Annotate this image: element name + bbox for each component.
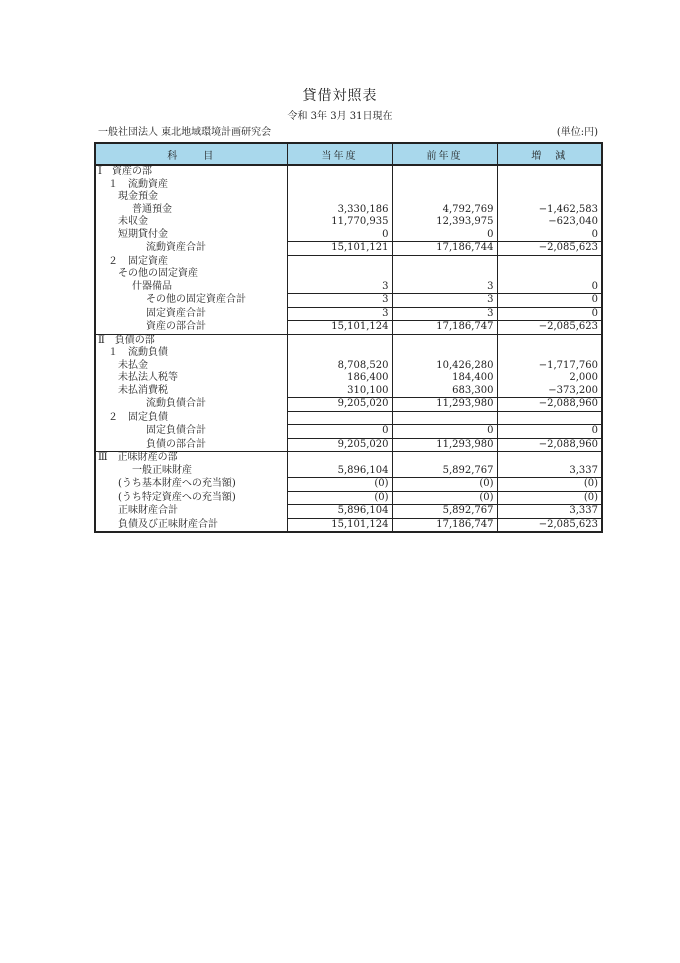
change-value: 2,000: [497, 372, 602, 385]
row-label: (うち基本財産への充当額): [95, 478, 287, 492]
table-row: [95, 216, 602, 229]
header-previous-year: 前年度: [392, 143, 497, 165]
row-label: 未収金: [95, 216, 287, 229]
change-value: 0: [497, 281, 602, 294]
previous-year-value: 17,186,744: [392, 242, 497, 256]
change-value: −2,088,960: [497, 398, 602, 412]
current-year-value: 5,896,104: [287, 505, 392, 519]
table-row: [95, 372, 602, 385]
current-year-value: [287, 179, 392, 192]
current-year-value: 186,400: [287, 372, 392, 385]
previous-year-value: 3: [392, 307, 497, 321]
change-value: −623,040: [497, 216, 602, 229]
row-label: 正味財産合計: [95, 505, 287, 519]
current-year-value: 9,205,020: [287, 438, 392, 452]
current-year-value: [287, 191, 392, 204]
document-title: 貸借対照表: [302, 88, 378, 104]
current-year-value: 310,100: [287, 385, 392, 398]
previous-year-value: 184,400: [392, 372, 497, 385]
previous-year-value: [392, 255, 497, 268]
row-label: 普通預金: [95, 204, 287, 217]
table-row: [95, 491, 602, 505]
row-label: 未払法人税等: [95, 372, 287, 385]
change-value: −2,088,960: [497, 438, 602, 452]
row-label: 什器備品: [95, 281, 287, 294]
row-label: 流動負債合計: [95, 398, 287, 412]
change-value: −2,085,623: [497, 518, 602, 532]
row-label: 短期貸付金: [95, 229, 287, 242]
table-row: [95, 438, 602, 452]
table-row: [95, 425, 602, 439]
change-value: 0: [497, 307, 602, 321]
current-year-value: 11,770,935: [287, 216, 392, 229]
change-value: [497, 452, 602, 465]
table-row: [95, 165, 602, 179]
row-label: １ 流動負債: [95, 347, 287, 360]
previous-year-value: 17,186,747: [392, 321, 497, 335]
change-value: 3,337: [497, 505, 602, 519]
change-value: [497, 347, 602, 360]
header-change: 増 減: [497, 143, 602, 165]
previous-year-value: 12,393,975: [392, 216, 497, 229]
table-row: [95, 229, 602, 242]
previous-year-value: 0: [392, 229, 497, 242]
previous-year-value: 4,792,769: [392, 204, 497, 217]
previous-year-value: [392, 179, 497, 192]
row-label: その他の固定資産: [95, 268, 287, 281]
table-row: [95, 398, 602, 412]
previous-year-value: 3: [392, 281, 497, 294]
change-value: [497, 165, 602, 179]
balance-sheet-table: [94, 142, 603, 533]
current-year-value: 15,101,124: [287, 518, 392, 532]
current-year-value: [287, 334, 392, 347]
previous-year-value: 5,892,767: [392, 505, 497, 519]
previous-year-value: 683,300: [392, 385, 497, 398]
table-row: [95, 242, 602, 256]
current-year-value: (0): [287, 491, 392, 505]
previous-year-value: 5,892,767: [392, 465, 497, 478]
change-value: [497, 255, 602, 268]
change-value: 0: [497, 425, 602, 439]
header-current-year: 当年度: [287, 143, 392, 165]
table-row: [95, 268, 602, 281]
current-year-value: 0: [287, 425, 392, 439]
table-row: [95, 321, 602, 335]
table-row: [95, 385, 602, 398]
table-row: [95, 191, 602, 204]
table-row: [95, 334, 602, 347]
current-year-value: [287, 255, 392, 268]
previous-year-value: 11,293,980: [392, 398, 497, 412]
change-value: −2,085,623: [497, 321, 602, 335]
previous-year-value: 10,426,280: [392, 360, 497, 373]
change-value: [497, 179, 602, 192]
change-value: −1,717,760: [497, 360, 602, 373]
current-year-value: 0: [287, 229, 392, 242]
previous-year-value: [392, 268, 497, 281]
row-label: 未払金: [95, 360, 287, 373]
table-body: [95, 165, 602, 532]
previous-year-value: 0: [392, 425, 497, 439]
previous-year-value: (0): [392, 491, 497, 505]
change-value: [497, 411, 602, 425]
current-year-value: 3: [287, 294, 392, 308]
previous-year-value: [392, 191, 497, 204]
header-account: 科 目: [95, 143, 287, 165]
current-year-value: 9,205,020: [287, 398, 392, 412]
table-row: [95, 360, 602, 373]
previous-year-value: [392, 452, 497, 465]
table-row: [95, 179, 602, 192]
previous-year-value: [392, 411, 497, 425]
change-value: −2,085,623: [497, 242, 602, 256]
row-label: ２ 固定負債: [95, 411, 287, 425]
change-value: (0): [497, 491, 602, 505]
change-value: [497, 268, 602, 281]
change-value: [497, 191, 602, 204]
table-row: [95, 281, 602, 294]
current-year-value: [287, 347, 392, 360]
current-year-value: 3: [287, 307, 392, 321]
row-label: Ⅱ 負債の部: [95, 334, 287, 347]
row-label: 流動資産合計: [95, 242, 287, 256]
table-row: [95, 478, 602, 492]
change-value: 3,337: [497, 465, 602, 478]
table-row: [95, 204, 602, 217]
row-label: 資産の部合計: [95, 321, 287, 335]
row-label: 現金預金: [95, 191, 287, 204]
change-value: 0: [497, 294, 602, 308]
change-value: (0): [497, 478, 602, 492]
row-label: 固定負債合計: [95, 425, 287, 439]
table-row: [95, 518, 602, 532]
table-row: [95, 347, 602, 360]
current-year-value: 8,708,520: [287, 360, 392, 373]
current-year-value: 3: [287, 281, 392, 294]
table-row: [95, 411, 602, 425]
table-row: [95, 505, 602, 519]
current-year-value: [287, 452, 392, 465]
previous-year-value: (0): [392, 478, 497, 492]
table-header-row: [95, 143, 602, 165]
table-row: [95, 465, 602, 478]
current-year-value: 3,330,186: [287, 204, 392, 217]
row-label: ２ 固定資産: [95, 255, 287, 268]
change-value: 0: [497, 229, 602, 242]
current-year-value: 5,896,104: [287, 465, 392, 478]
currency-unit: (単位:円): [556, 127, 598, 138]
change-value: −1,462,583: [497, 204, 602, 217]
row-label: 負債の部合計: [95, 438, 287, 452]
row-label: その他の固定資産合計: [95, 294, 287, 308]
row-label: Ⅰ 資産の部: [95, 165, 287, 179]
previous-year-value: 11,293,980: [392, 438, 497, 452]
table-row: [95, 307, 602, 321]
row-label: Ⅲ 正味財産の部: [95, 452, 287, 465]
current-year-value: 15,101,121: [287, 242, 392, 256]
current-year-value: [287, 165, 392, 179]
previous-year-value: [392, 347, 497, 360]
current-year-value: [287, 411, 392, 425]
row-label: １ 流動資産: [95, 179, 287, 192]
row-label: 一般正味財産: [95, 465, 287, 478]
table-row: [95, 255, 602, 268]
row-label: 固定資産合計: [95, 307, 287, 321]
previous-year-value: 3: [392, 294, 497, 308]
table-row: [95, 294, 602, 308]
current-year-value: 15,101,124: [287, 321, 392, 335]
organization-name: 一般社団法人 東北地域環境計画研究会: [98, 127, 272, 138]
previous-year-value: 17,186,747: [392, 518, 497, 532]
previous-year-value: [392, 334, 497, 347]
current-year-value: (0): [287, 478, 392, 492]
row-label: 未払消費税: [95, 385, 287, 398]
table-row: [95, 452, 602, 465]
row-label: 負債及び正味財産合計: [95, 518, 287, 532]
row-label: (うち特定資産への充当額): [95, 491, 287, 505]
report-date: 令和 3年 3月 31日現在: [287, 111, 393, 122]
change-value: [497, 334, 602, 347]
change-value: −373,200: [497, 385, 602, 398]
previous-year-value: [392, 165, 497, 179]
current-year-value: [287, 268, 392, 281]
